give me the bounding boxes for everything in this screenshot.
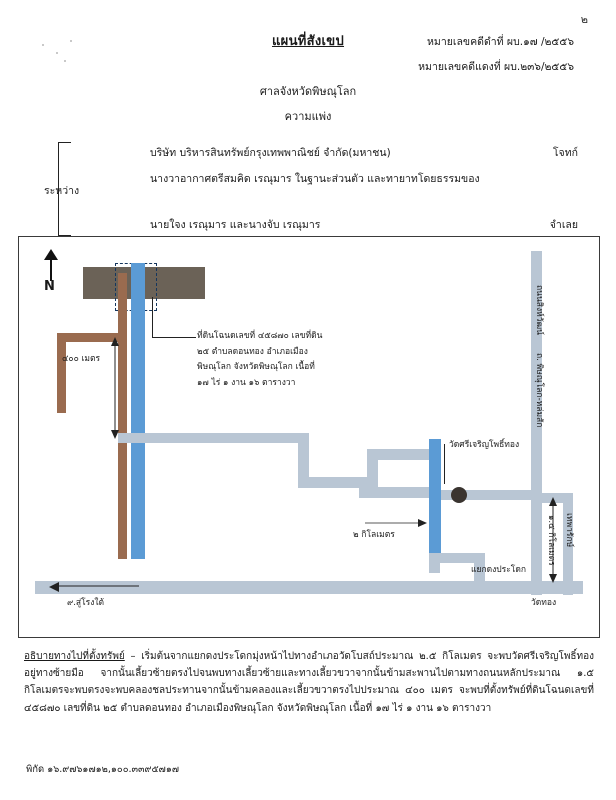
map-label-junction: แยกดงประโดก [471, 565, 527, 575]
case-number-black: หมายเลขคดีดำที่ ผบ.๑๗ /๒๕๕๖ [427, 36, 574, 48]
map-label-watthong: วัดทอง [531, 598, 557, 608]
map-label-sukhothai: ๙.สู่โรงใต้ [67, 598, 105, 608]
map-road-step-5 [359, 487, 439, 498]
route-description-body: – เริ่มต้นจากแยกดงประโดกมุ่งหน้าไปทางอำเภอวัดโบสถ์ประมาณ ๒.๕ กิโลเมตร จะพบวัดศรีเจริญโพธิ์ทอง อยู่ทางซ้ายมือ จากนั้นเลี้ยวซ้ายตรงไปจนพบทางเลี้ยวซ้ายและทางเลี้ยวขวาจากนั้นข้ามสะพานไปตามทางถนนหลักประมาณ ๑.๕ กิโลเมตรจะพบตรงจะพบคลองชลประทานจากนั้นข้ามคลองและเลี้ยวขวาตรงไปประมาณ ๔๐๐ เมตร จะพบที่ตั้งทรัพย์ที่ดินโฉนดเลขที่ ๔๕๘๗๐ เลขที่ดิน ๒๕ ตำบลดอนทอง อำเภอเมืองพิษณุโลก จังหวัดพิษณุโลก เนื้อที่ ๑๗ ไร่ ๑ งาน ๑๖ ตารางวา [24, 651, 594, 714]
map-label-400m: ๔๐๐ เมตร [62, 354, 101, 364]
case-number-red: หมายเลขคดีแดงที่ ผบ.๒๓๖/๒๕๕๖ [418, 61, 574, 73]
defendant-role: จำเลย [549, 219, 578, 231]
plaintiff-role: โจทก์ [552, 147, 578, 159]
map-leader-temple [444, 444, 445, 484]
map-canal-left [131, 263, 145, 559]
map-label-road-phitsanulok-lomsak: ถ. พิษณุโลก-หล่มสัก [534, 353, 544, 428]
map-brown-road-elbow [57, 333, 119, 342]
page-number: ๒ [580, 13, 588, 26]
map-road-right-connector [531, 493, 573, 503]
between-label: ระหว่าง [44, 185, 80, 197]
map-canal-right [429, 439, 441, 553]
route-description-heading: อธิบายทางไปที่ตั้งทรัพย์ [24, 651, 125, 662]
map-leader-parcel-vert [152, 297, 153, 338]
plaintiff-name: บริษัท บริหารสินทรัพย์กรุงเทพพาณิชย์ จำกัด(มหาชน) [150, 147, 391, 159]
defendant-intro: นางวาอากาศตรีสมคิด เรณุมาร ในฐานะส่วนตัว และทายาทโดยธรรมของ [150, 173, 480, 185]
sketch-map [18, 236, 600, 638]
court-name: ศาลจังหวัดพิษณุโลก [259, 85, 357, 98]
map-temple-marker [451, 487, 467, 503]
map-brown-road-branch [57, 337, 66, 413]
map-label-km-right: ๑.๕ กิโลเมตร [546, 515, 556, 566]
map-label-road-sing: ถนนสิงห์วัฒน์ [534, 285, 544, 335]
map-brown-road-vertical [118, 273, 127, 559]
north-arrow-icon [37, 249, 65, 297]
defendant-name: นายใจง เรณุมาร และนางจับ เรณุมาร [150, 219, 321, 231]
map-label-parcel: ที่ดินโฉนดเลขที่ ๔๕๘๗๐ เลขที่ดิน ๒๕ ตำบลดอนทอง อำเภอเมือง พิษณุโลก จังหวัดพิษณุโลก เนื้อที่ ๑๗ ไร่ ๑ งาน ๑๖ ตารางวา [197, 331, 323, 389]
north-label: N [44, 279, 55, 294]
page-title: แผนที่สังเขป [271, 34, 345, 49]
map-label-km2: ๒ กิโลเมตร [353, 530, 395, 540]
coordinates-text: พิกัด ๑๖.๙๗๖๑๗๑๒,๑๐๐.๓๓๙๕๗๑๗ [26, 764, 180, 775]
map-road-bottom-highway [35, 581, 583, 594]
map-road-mid-horizontal [118, 433, 308, 443]
route-description [24, 648, 594, 717]
case-type: ความแพ่ง [284, 110, 332, 123]
map-road-step-4 [367, 449, 433, 460]
map-road-step-7 [429, 490, 541, 500]
map-leader-parcel [152, 337, 196, 338]
map-label-road-theparak: เทพารักษ์ [564, 513, 574, 548]
map-label-temple: วัดศรีเจริญโพธิ์ทอง [449, 440, 520, 450]
